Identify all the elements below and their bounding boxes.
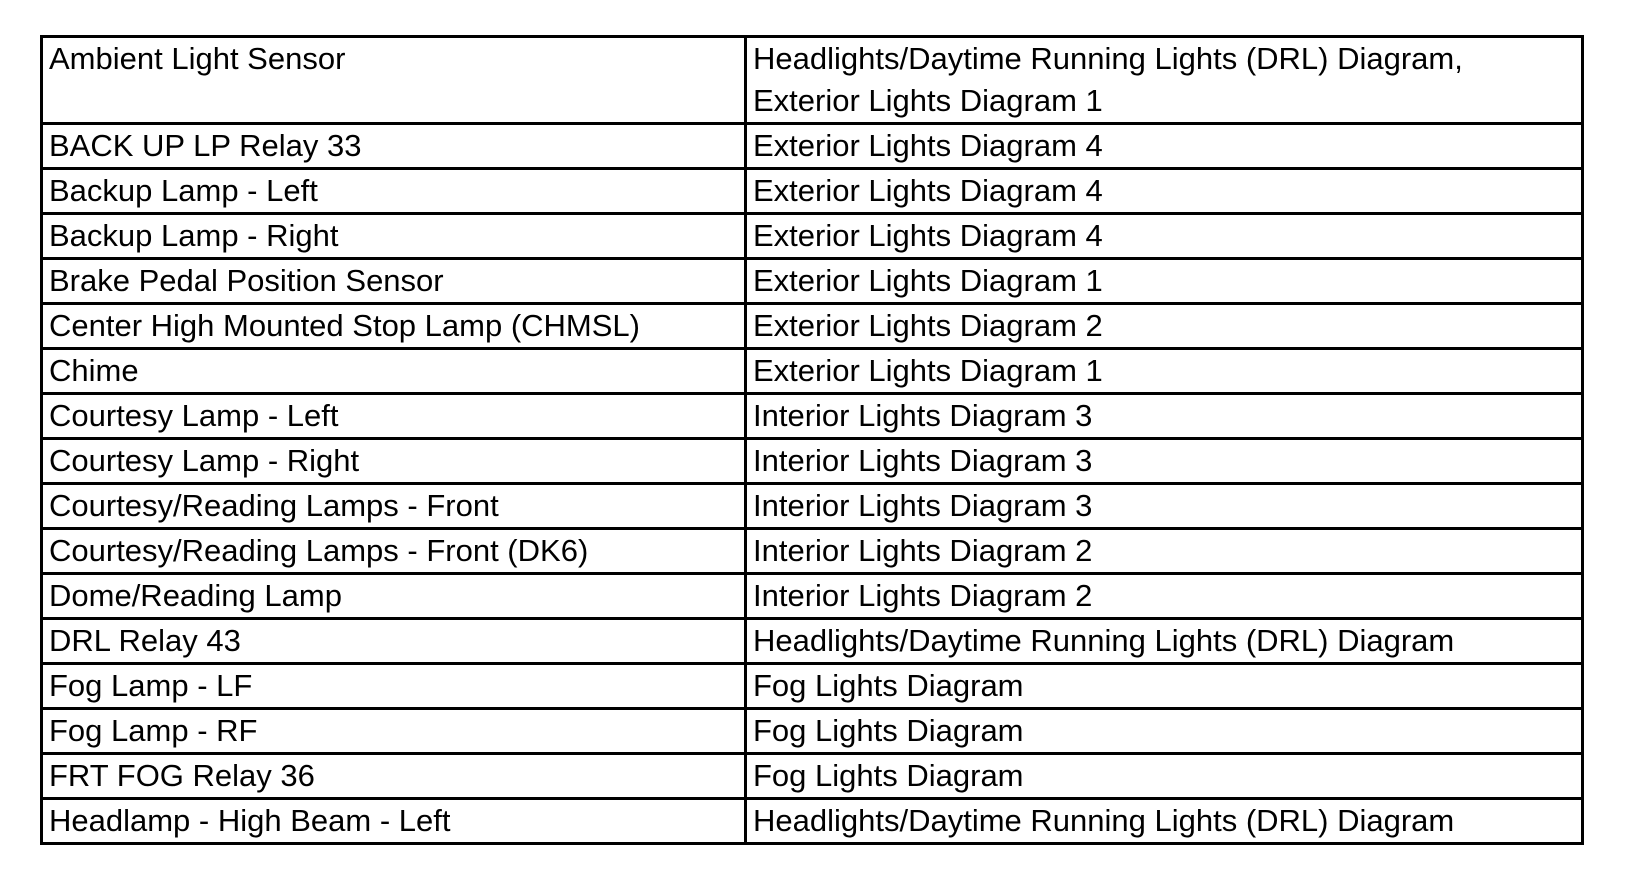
table-row bbox=[42, 259, 1583, 304]
diagram-cell: Headlights/Daytime Running Lights (DRL) Diagram, Exterior Lights Diagram 1 bbox=[746, 37, 1583, 124]
component-cell: Fog Lamp - LF bbox=[42, 664, 746, 709]
table-row bbox=[42, 799, 1583, 844]
component-cell: Fog Lamp - RF bbox=[42, 709, 746, 754]
table-row bbox=[42, 484, 1583, 529]
table-row bbox=[42, 349, 1583, 394]
component-cell: Courtesy Lamp - Left bbox=[42, 394, 746, 439]
component-cell: Courtesy/Reading Lamps - Front (DK6) bbox=[42, 529, 746, 574]
diagram-cell: Interior Lights Diagram 3 bbox=[746, 439, 1583, 484]
table-row bbox=[42, 304, 1583, 349]
component-cell: DRL Relay 43 bbox=[42, 619, 746, 664]
table-row bbox=[42, 124, 1583, 169]
table-row bbox=[42, 439, 1583, 484]
table-row bbox=[42, 169, 1583, 214]
diagram-cell: Interior Lights Diagram 2 bbox=[746, 574, 1583, 619]
diagram-cell: Headlights/Daytime Running Lights (DRL) Diagram bbox=[746, 619, 1583, 664]
diagram-cell: Interior Lights Diagram 2 bbox=[746, 529, 1583, 574]
table-row bbox=[42, 394, 1583, 439]
diagram-cell: Fog Lights Diagram bbox=[746, 709, 1583, 754]
component-cell: Courtesy Lamp - Right bbox=[42, 439, 746, 484]
diagram-cell: Headlights/Daytime Running Lights (DRL) Diagram bbox=[746, 799, 1583, 844]
diagram-cell: Interior Lights Diagram 3 bbox=[746, 484, 1583, 529]
diagram-cell: Exterior Lights Diagram 4 bbox=[746, 214, 1583, 259]
component-diagram-table bbox=[40, 35, 1584, 845]
diagram-cell: Exterior Lights Diagram 1 bbox=[746, 259, 1583, 304]
table-row bbox=[42, 529, 1583, 574]
component-cell: Dome/Reading Lamp bbox=[42, 574, 746, 619]
table-row bbox=[42, 214, 1583, 259]
diagram-cell: Fog Lights Diagram bbox=[746, 754, 1583, 799]
table-body bbox=[42, 37, 1583, 844]
diagram-cell: Exterior Lights Diagram 4 bbox=[746, 124, 1583, 169]
table-row bbox=[42, 664, 1583, 709]
component-cell: Center High Mounted Stop Lamp (CHMSL) bbox=[42, 304, 746, 349]
component-cell: Headlamp - High Beam - Left bbox=[42, 799, 746, 844]
diagram-cell: Interior Lights Diagram 3 bbox=[746, 394, 1583, 439]
component-cell: Ambient Light Sensor bbox=[42, 37, 746, 124]
table-row bbox=[42, 574, 1583, 619]
component-cell: Brake Pedal Position Sensor bbox=[42, 259, 746, 304]
diagram-cell: Exterior Lights Diagram 2 bbox=[746, 304, 1583, 349]
component-cell: Chime bbox=[42, 349, 746, 394]
component-cell: Backup Lamp - Right bbox=[42, 214, 746, 259]
component-cell: FRT FOG Relay 36 bbox=[42, 754, 746, 799]
table-row bbox=[42, 709, 1583, 754]
component-cell: BACK UP LP Relay 33 bbox=[42, 124, 746, 169]
diagram-cell: Fog Lights Diagram bbox=[746, 664, 1583, 709]
diagram-cell: Exterior Lights Diagram 1 bbox=[746, 349, 1583, 394]
component-cell: Backup Lamp - Left bbox=[42, 169, 746, 214]
table-row bbox=[42, 37, 1583, 124]
diagram-cell: Exterior Lights Diagram 4 bbox=[746, 169, 1583, 214]
component-cell: Courtesy/Reading Lamps - Front bbox=[42, 484, 746, 529]
table-row bbox=[42, 619, 1583, 664]
table-row bbox=[42, 754, 1583, 799]
